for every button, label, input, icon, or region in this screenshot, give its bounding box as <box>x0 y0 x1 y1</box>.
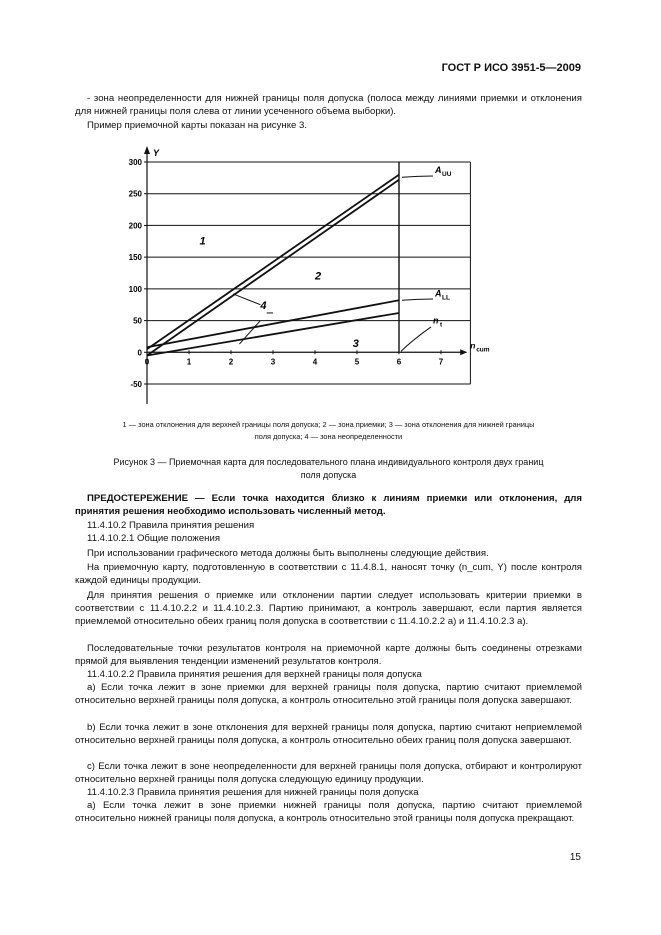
y-tick-label: 50 <box>133 316 142 326</box>
label-n-t-sub: t <box>440 321 443 329</box>
x-tick-label: 6 <box>396 357 402 367</box>
section-11-4-10-2: 11.4.10.2 Правила принятия решения <box>87 520 255 531</box>
label-n-t: n <box>433 315 439 326</box>
section-11-4-10-2-3: 11.4.10.2.3 Правила принятия решения для нижней границы поля допуска <box>87 787 419 798</box>
intro-example-text: Пример приемочной карты показан на рисунке 3. <box>87 120 308 131</box>
chart-axes <box>144 146 467 404</box>
x-tick-label: 0 <box>144 357 150 367</box>
label-a-uu-sub: UU <box>442 170 452 178</box>
x-axis-title: n <box>470 340 476 351</box>
y-tick-label: 100 <box>128 284 142 294</box>
paragraph-plot-point: На приемочную карту, подготовленную в соответствии с 11.4.8.1, наносят точку (n_cum, Y) после контроля каждой единицы продукции. <box>75 562 582 586</box>
x-tick-label: 3 <box>270 357 276 367</box>
x-tick-label: 7 <box>438 357 444 367</box>
intro-zone-text: - зона неопределенности для нижней границы поля допуска (полоса между линиями приемки и отклонения для нижней границы поля слева от линии усеченного объема выборки). <box>75 93 582 117</box>
caption-line-2: поля допуска <box>300 470 357 480</box>
y-tick-label: 200 <box>128 221 142 231</box>
section-11-4-10-2-1: 11.4.10.2.1 Общие положения <box>87 533 221 544</box>
paragraph-decision-criteria: Для принятия решения о приемке или отклонении партии следует использовать критерии приемки в соответствии с 11.4.10.2.2 и 11.4.10.2.3. Партию принимают, а контроль завершают, если партия является приемлемой относительно обеих границ поля допуска в соответствии с 11.4.10.2.2 а) и 11.4.10.2.3 а). <box>75 590 582 627</box>
figure-legend <box>75 419 582 443</box>
rule-upper-a: а) Если точка лежит в зоне приемки для верхней границы поля допуска, партию считают приемлемой относительно верхней границы поля допуска, а контроль относительно этой границы поля допуска завершают. <box>75 682 582 706</box>
zone-label-3: 3 <box>352 338 359 351</box>
document-header: ГОСТ Р ИСО 3951-5—2009 <box>441 62 581 74</box>
x-tick-label: 2 <box>228 357 234 367</box>
legend-line-1: 1 — зона отклонения для верхней границы поля допуска; 2 — зона приемки; 3 — зона отклонения для нижней границы <box>122 420 535 429</box>
label-a-uu-pointer <box>402 176 433 177</box>
legend-line-2: поля допуска; 4 — зона неопределенности <box>254 432 403 441</box>
chart-series <box>147 175 399 356</box>
section-11-4-10-2-2: 11.4.10.2.2 Правила принятия решения для верхней границы поля допуска <box>87 669 422 680</box>
y-tick-label: -50 <box>130 380 142 389</box>
y-tick-label: 300 <box>128 158 142 167</box>
x-tick-label: 4 <box>312 357 318 367</box>
x-tick-label: 5 <box>354 357 360 367</box>
figure-caption <box>75 456 582 482</box>
zone-label-1: 1 <box>199 235 206 248</box>
x-axis-arrow <box>460 349 467 355</box>
y-axis-arrow <box>144 146 150 154</box>
x-axis-title-sub: cum <box>476 346 490 354</box>
label-a-uu: A <box>435 164 442 175</box>
y-tick-label: 150 <box>128 253 142 263</box>
caption-line-1: Рисунок 3 — Приемочная карта для последовательного плана индивидуального контроля двух границ <box>113 457 544 467</box>
page-number: 15 <box>569 852 581 863</box>
series-line <box>147 313 399 355</box>
warning-text: ПРЕДОСТЕРЕЖЕНИЕ — Если точка находится близко к линиям приемки или отклонения, для принятия решения необходимо использовать численный метод. <box>75 493 582 517</box>
rule-upper-b: b) Если точка лежит в зоне отклонения для верхней границы поля допуска, партию считают неприемлемой относительно верхней границы поля допуска, а контроль относительно обеих границ поля допуска завершают. <box>75 722 582 746</box>
y-tick-label: 0 <box>137 348 142 358</box>
chart-grid <box>144 162 470 384</box>
paragraph-connect-points: Последовательные точки результатов контроля на приемочной карте должны быть соединены отрезками прямой для выявления тенденции изменений результатов контроля. <box>75 643 582 667</box>
rule-lower-a: а) Если точка лежит в зоне приемки нижней границы поля допуска, партию считают приемлемой относительно нижней границы поля допуска, а контроль относительно этой границы поля допуска прекращают. <box>75 800 582 824</box>
label-a-ll-pointer <box>402 299 433 300</box>
acceptance-chart <box>95 140 515 415</box>
zone-label-4: 4 <box>260 300 267 313</box>
label-a-ll: A <box>435 288 442 299</box>
zone4-pointer-lower <box>239 321 260 344</box>
zone-label-2: 2 <box>315 270 322 283</box>
paragraph-graphic-method: При использовании графического метода должны быть выполнены следующие действия. <box>87 548 489 559</box>
rule-upper-c: с) Если точка лежит в зоне неопределенности для верхней границы поля допуска, отбирают и контролируют относительно верхней границы поля допуска следующую единицу продукции. <box>75 761 582 785</box>
label-a-ll-sub: LL <box>442 294 450 302</box>
y-axis-title: Y <box>153 148 160 158</box>
x-tick-label: 1 <box>186 357 192 367</box>
series-line <box>147 180 399 356</box>
label-n-t-pointer <box>401 327 431 351</box>
zone4-pointer-upper <box>233 294 260 305</box>
y-tick-label: 250 <box>128 189 142 199</box>
